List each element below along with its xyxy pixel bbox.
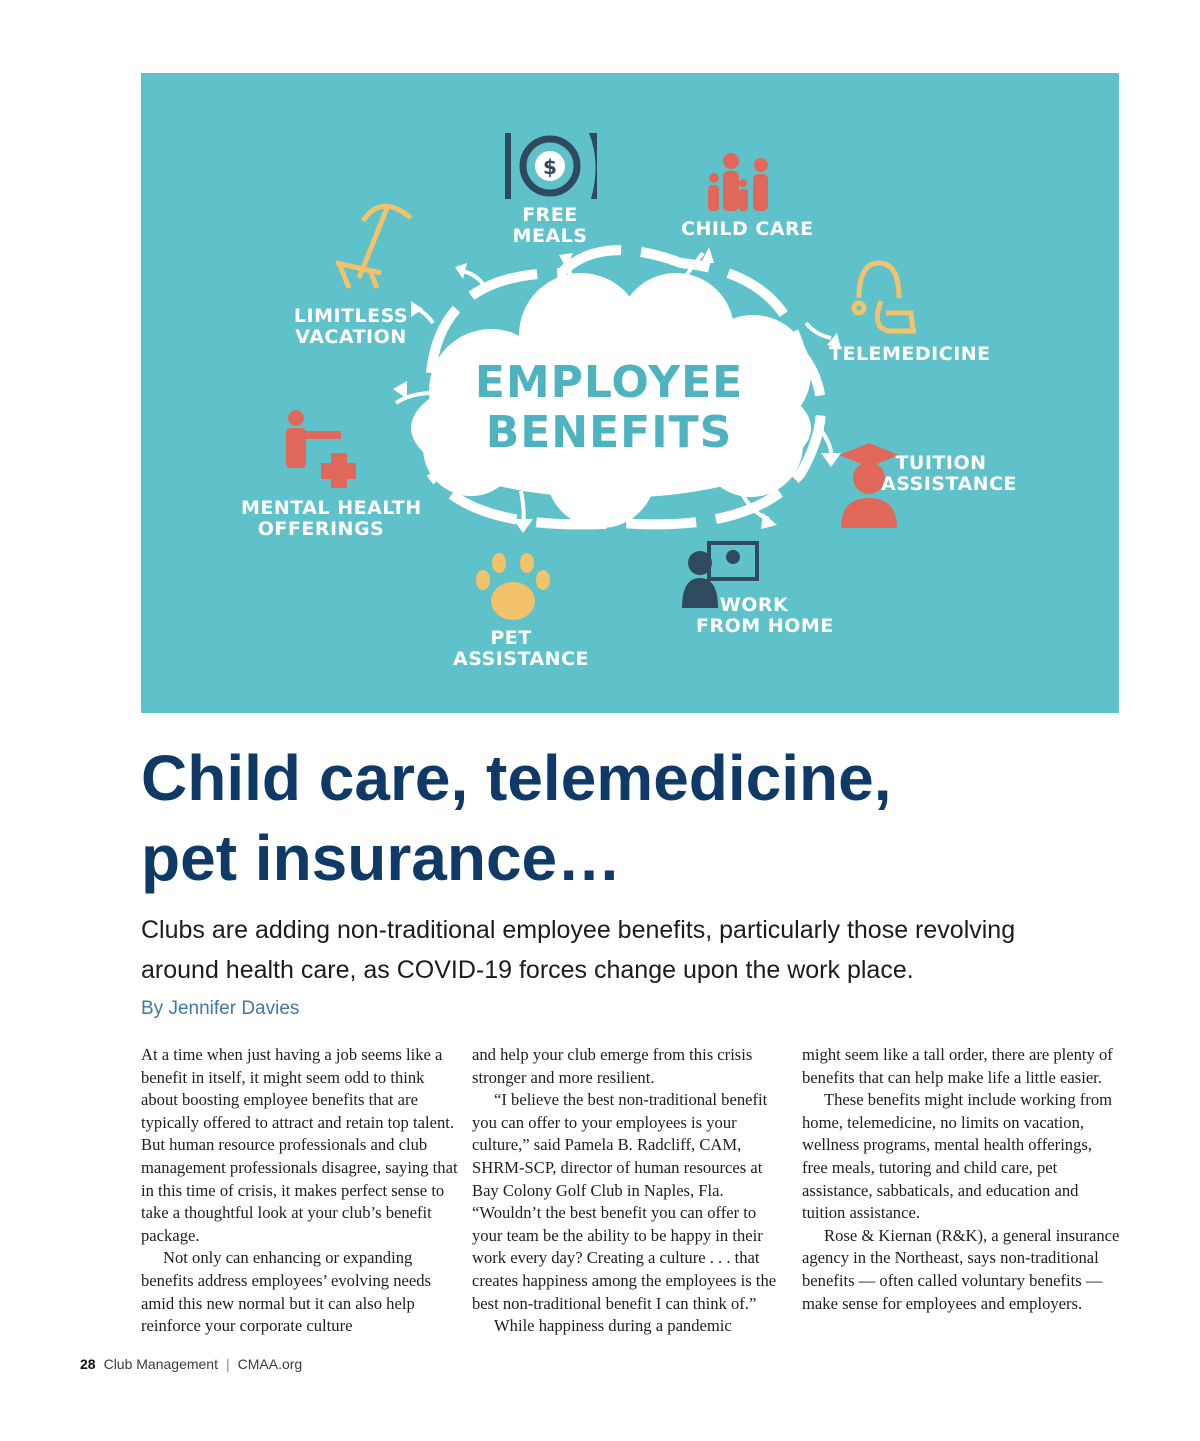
website-link[interactable]: CMAA.org [237,1356,303,1372]
label-child-care: CHILD CARE [681,218,814,240]
label-telemedicine: TELEMEDICINE [829,343,991,365]
publication-name: Club Management [103,1356,218,1372]
label-work-from-home: WORK FROM HOME [696,594,834,637]
article-headline [141,738,1121,898]
article-deck [141,910,1141,990]
page-footer [80,1355,302,1373]
family-icon [708,153,768,211]
paragraph: “I believe the best non-traditional benefit you can offer to your employees is your culture,” said Pamela B. Radcliff, CAM, SHRM-SCP, director of human resources at Bay Colony Golf Club in Naples, Fla. “Wouldn’t the best benefit you can offer to your team be the ability to be happy in their work every day? Creating a culture . . . that creates happiness among the employees is the best non-traditional benefit I can think of.” [472,1090,777,1313]
svg-text:$: $ [543,155,557,179]
center-title-line1: EMPLOYEE [474,357,744,408]
label-mental-health: MENTAL HEALTH OFFERINGS [241,497,422,540]
plate-dollar-icon [505,133,597,199]
infographic-hero [141,73,1119,713]
body-column-3 [802,1044,1120,1315]
beach-chair-icon [336,206,411,288]
body-column-1 [141,1044,459,1338]
paragraph: Not only can enhancing or expanding benefits address employees’ evolving needs amid this new normal but it can also help reinforce your corporate culture [141,1248,431,1336]
paragraph: and help your club emerge from this crisis stronger and more resilient. [472,1045,753,1087]
center-title-line2: BENEFITS [485,407,733,458]
footer-separator: | [225,1356,230,1372]
paragraph: might seem like a tall order, there are plenty of benefits that can help make life a little easier. [802,1045,1113,1087]
stethoscope-icon [854,263,916,331]
headline-line2: pet insurance… [141,822,622,894]
paw-icon [476,553,550,620]
headline-line1: Child care, telemedicine, [141,742,892,814]
paragraph: While happiness during a pandemic [494,1316,732,1336]
deck-line2: around health care, as COVID-19 forces change upon the work place. [141,956,914,984]
label-pet-assistance: PET ASSISTANCE [453,627,589,670]
paragraph: These benefits might include working from home, telemedicine, no limits on vacation, wellness programs, mental health offerings, free meals, tutoring and child care, pet assistance, sabbaticals, and education and tuition assistance. [802,1090,1113,1223]
page-number: 28 [80,1356,96,1372]
paragraph: Rose & Kiernan (R&K), a general insurance agency in the Northeast, says non-traditional benefits — often called voluntary benefits — make sense for employees and employers. [802,1225,1120,1313]
label-free-meals: FREE MEALS [512,204,588,247]
label-tuition-assistance: TUITION ASSISTANCE [881,452,1017,495]
paragraph: At a time when just having a job seems like a benefit in itself, it might seem odd to think about boosting employee benefits that are typically offered to attract and retain top talent. But human resource professionals and club management professionals disagree, saying that in this time of crisis, it makes perfect sense to take a thoughtful look at your club’s benefit package. [141,1045,458,1245]
body-column-2 [472,1044,790,1338]
medical-cross-icon [286,410,356,488]
deck-line1: Clubs are adding non-traditional employee benefits, particularly those revolving [141,916,1016,944]
byline: By Jennifer Davies [141,998,300,1019]
label-limitless-vacation: LIMITLESS VACATION [293,305,409,348]
